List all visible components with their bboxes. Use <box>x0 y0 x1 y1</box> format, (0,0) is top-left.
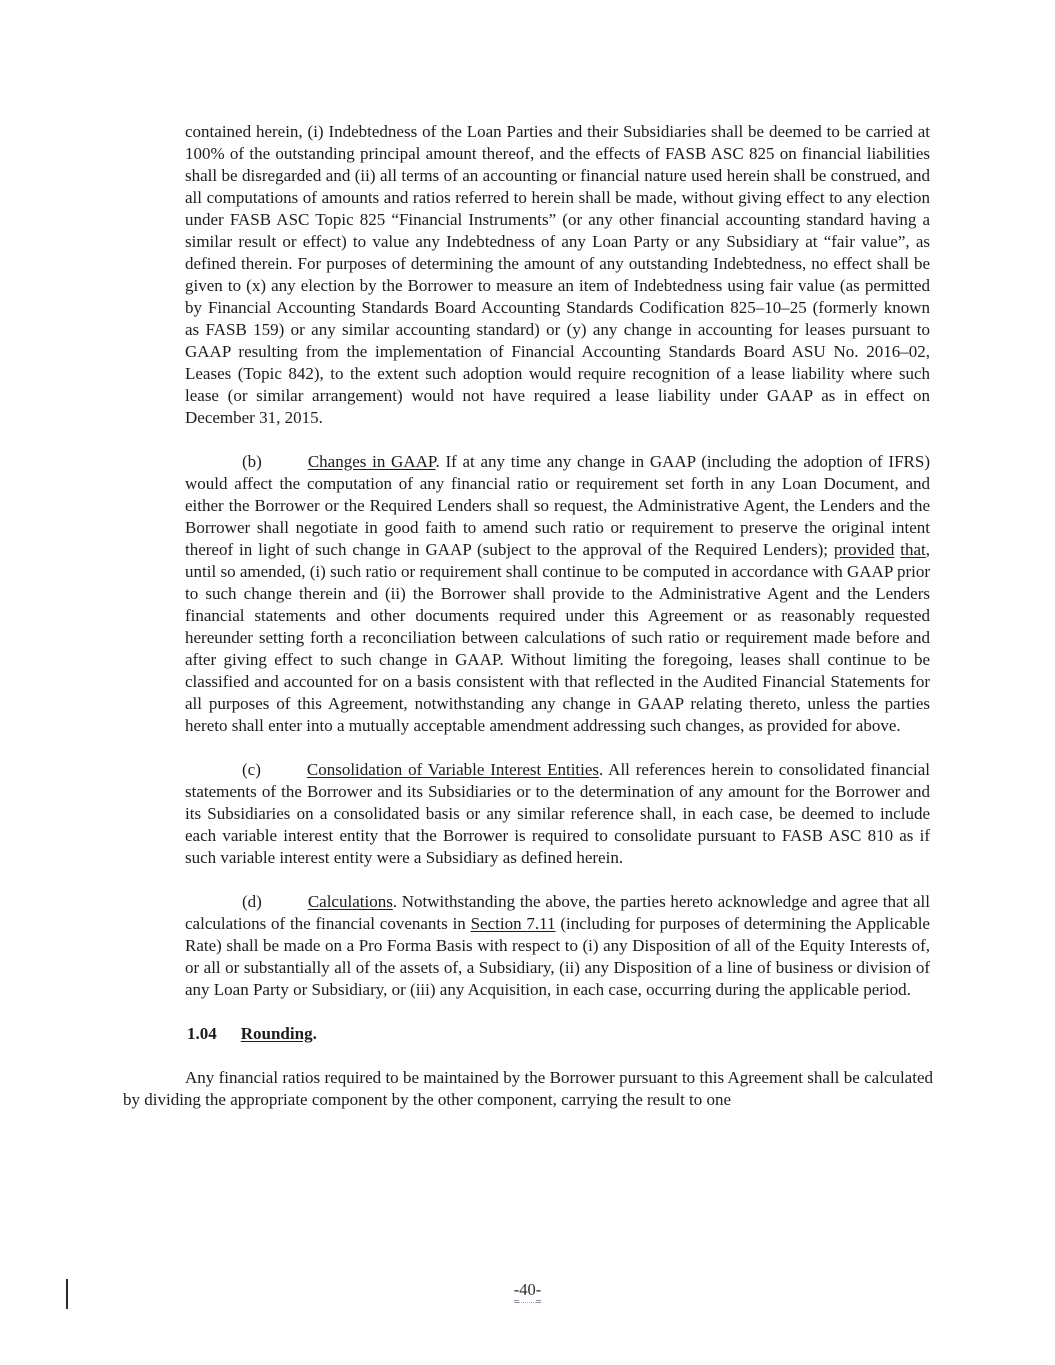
paragraph-d-text-2: (including for purposes of determining the Applicable Rate) shall be made on a Pro Forma Basis with respect to (i) any Disposition of all of the Equity Interests of, or all or substantially all of the assets of, a Subsidiary, (ii) any Disposition of a line of business or division of any Loan Party or Subsidiary, or (iii) any Acquisition, in each case, occurring during the applicable period. <box>185 914 930 999</box>
paragraph-b-underline-that: that <box>900 540 926 559</box>
paragraph-rounding-body <box>123 1067 933 1111</box>
paragraph-b <box>185 451 930 737</box>
paragraph-d-section-ref: Section 7.11 <box>470 914 556 933</box>
paragraph-c-text-1: . All references herein to consolidated financial statements of the Borrower and its Subsidiaries or to the determination of any amount for the Borrower and its Subsidiaries on a consolidated basis or any similar reference shall, in each case, be deemed to include each variable interest entity that the Borrower is required to consolidate pursuant to FASB ASC 810 as if such variable interest entity were a Subsidiary as defined herein. <box>185 760 931 867</box>
paragraph-d-label: (d) <box>242 892 262 911</box>
paragraph-b-heading: Changes in GAAP <box>307 452 436 471</box>
paragraph-continuation-text: contained herein, (i) Indebtedness of the Loan Parties and their Subsidiaries shall be deemed to be carried at 100% of the outstanding principal amount thereof, and the effects of FASB ASC 825 on financial liabilities shall be disregarded and (ii) all terms of an accounting or financial nature used herein shall be construed, and all computations of amounts and ratios referred to herein shall be made, without giving effect to any election under FASB ASC Topic 825 “Financial Instruments” (or any other financial accounting standard having a similar result or effect) to value any Indebtedness of any Loan Party or any Subsidiary at “fair value”, as defined therein. For purposes of determining the amount of any outstanding Indebtedness, no effect shall be given to (x) any election by the Borrower to measure an item of Indebtedness using fair value (as permitted by Financial Accounting Standards Board Accounting Standards Codification 825–10–25 (formerly known as FASB 159) or any similar accounting standard) or (y) any change in accounting for leases pursuant to GAAP resulting from the implementation of Financial Accounting Standards Board ASU No. 2016–02, Leases (Topic 842), to the extent such adoption would require recognition of a lease liability where such lease (or similar arrangement) would not have required a lease liability under GAAP as in effect on December 31, 2015. <box>185 122 930 427</box>
page-footer <box>0 1280 1055 1303</box>
page-number <box>514 1280 542 1303</box>
paragraph-c <box>185 759 930 869</box>
paragraph-continuation <box>185 121 930 429</box>
page-number-value: 40 <box>519 1282 536 1303</box>
section-heading-period: . <box>312 1024 317 1043</box>
paragraph-d <box>185 891 930 1001</box>
document-body <box>123 121 933 1111</box>
section-heading-1-04 <box>185 1023 930 1045</box>
paragraph-rounding-text: Any financial ratios required to be maintained by the Borrower pursuant to this Agreement shall be calculated by dividing the appropriate component by the other component, carrying the result to one <box>123 1068 933 1109</box>
paragraph-b-text-1: . If at any time any change in GAAP (including the adoption of IFRS) would affect the computation of any financial ratio or requirement set forth in any Loan Document, and either the Borrower or the Required Lenders shall so request, the Administrative Agent, the Lenders and the Borrower shall negotiate in good faith to amend such ratio or requirement to preserve the original intent thereof in light of such change in GAAP (subject to the approval of the Required Lenders); <box>185 452 931 559</box>
paragraph-b-underline-provided: provided <box>833 540 895 559</box>
paragraph-d-heading: Calculations <box>307 892 393 911</box>
section-number: 1.04 <box>187 1024 217 1043</box>
page-number-suffix-dash: - <box>536 1282 542 1303</box>
paragraph-b-label: (b) <box>242 452 262 471</box>
paragraph-b-text-2: , until so amended, (i) such ratio or requirement shall continue to be computed in accordance with GAAP prior to such change therein and (ii) the Borrower shall provide to the Administrative Agent and the Lenders financial statements and other documents required under this Agreement or as reasonably requested hereunder setting forth a reconciliation between calculations of such ratio or requirement made before and after giving effect to such change in GAAP. Without limiting the foregoing, leases shall continue to be classified and accounted for on a basis consistent with that reflected in the Audited Financial Statements for all purposes of this Agreement, notwithstanding any change in GAAP relating thereto, unless the parties hereto shall enter into a mutually acceptable amendment addressing such changes, as provided for above. <box>185 540 931 735</box>
paragraph-c-heading: Consolidation of Variable Interest Entities <box>306 760 600 779</box>
section-heading-label: Rounding <box>240 1024 313 1043</box>
page-number-prefix-dash: - <box>514 1282 520 1303</box>
paragraph-d-text-1: . Notwithstanding the above, the parties hereto acknowledge and agree that all calculations of the financial covenants in <box>185 892 930 933</box>
paragraph-c-label: (c) <box>242 760 261 779</box>
